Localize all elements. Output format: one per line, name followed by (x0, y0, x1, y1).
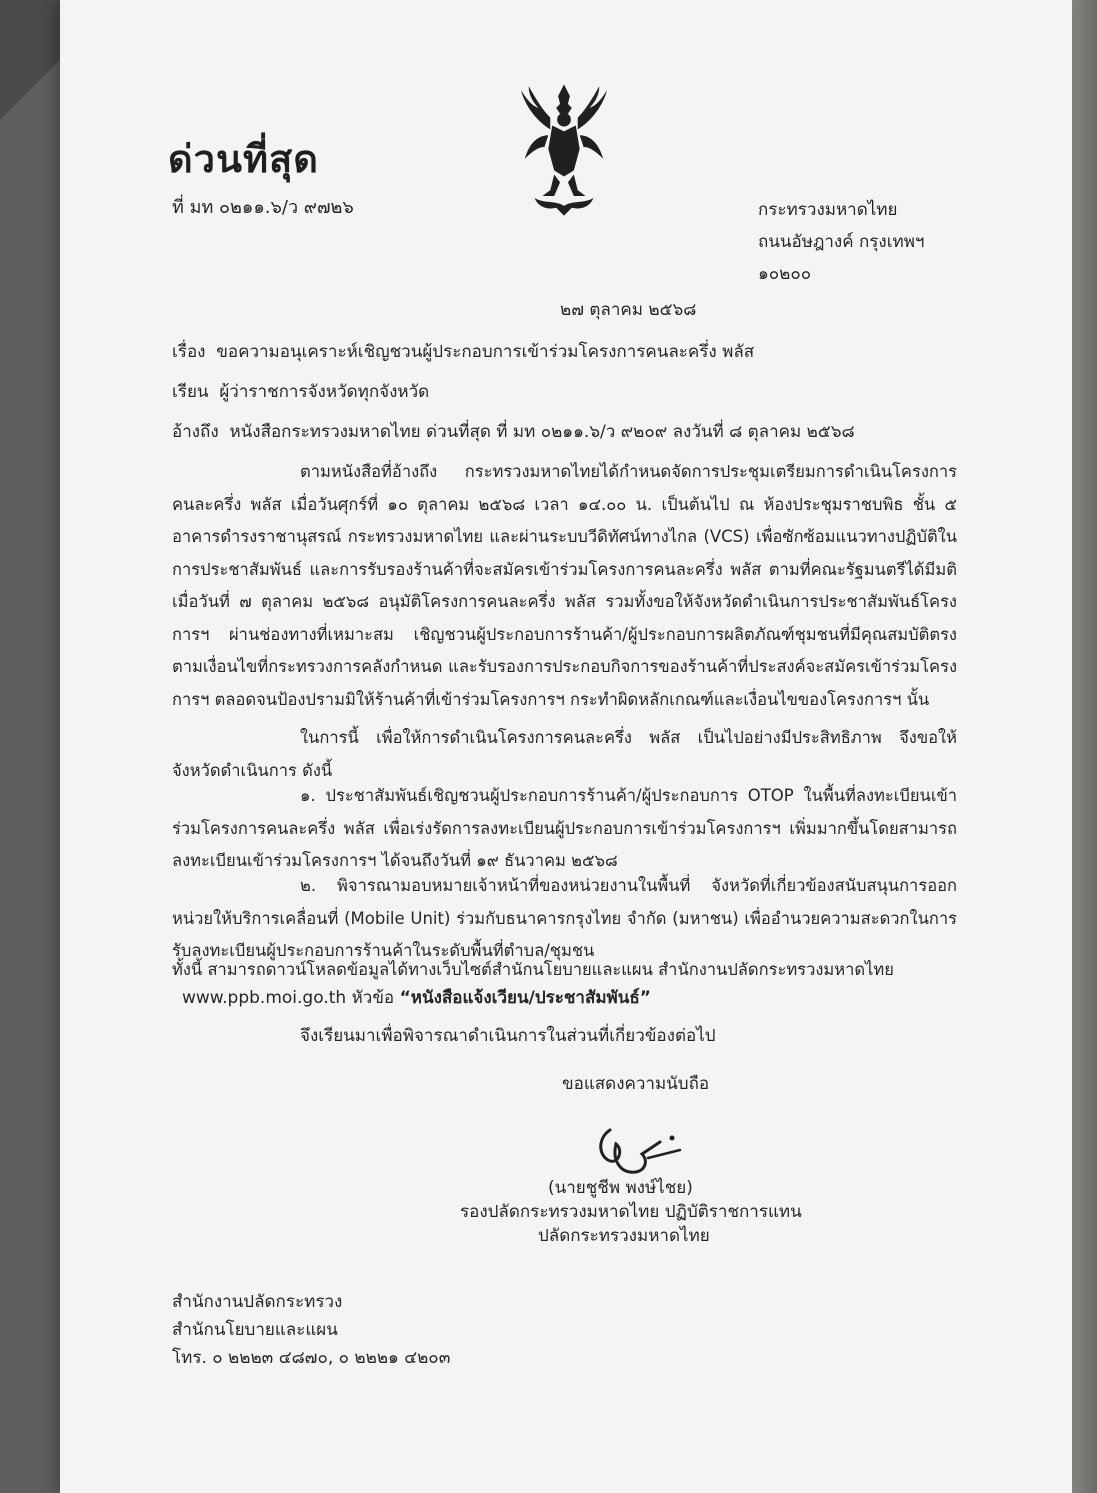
topic-label: หัวข้อ (351, 988, 395, 1008)
body-paragraph-1: ตามหนังสือที่อ้างถึง กระทรวงมหาดไทยได้กำหนดจัดการประชุมเตรียมการดำเนินโครงการคนละครึ่ง พลัส เมื่อวันศุกร์ที่ ๑๐ ตุลาคม ๒๕๖๘ เวลา ๑๔.๐๐ น. เป็นต้นไป ณ ห้องประชุมราชบพิธ ชั้น ๕ อาคารดำรงราชานุสรณ์ กระทรวงมหาดไทย และผ่านระบบวีดิทัศน์ทางไกล (VCS) เพื่อซักซ้อมแนวทางปฏิบัติในการประชาสัมพันธ์ และการรับรองร้านค้าที่จะสมัครเข้าร่วมโครงการคนละครึ่ง พลัส ตามที่คณะรัฐมนตรีได้มีมติเมื่อวันที่ ๗ ตุลาคม ๒๕๖๘ อนุมัติโครงการคนละครึ่ง พลัส รวมทั้งขอให้จังหวัดดำเนินการประชาสัมพันธ์โครงการฯ ผ่านช่องทางที่เหมาะสม เชิญชวนผู้ประกอบการร้านค้า/ผู้ประกอบการผลิตภัณฑ์ชุมชนที่มีคุณสมบัติตรงตามเงื่อนไขที่กระทรวงการคลังกำหนด และรับรองการประกอบกิจการของร้านค้าที่ประสงค์จะสมัครเข้าร่วมโครงการฯ ตลอดจนป้องปรามมิให้ร้านค้าที่เข้าร่วมโครงการฯ กระทำผิดหลักเกณฑ์และเงื่อนไขของโครงการฯ นั้น (172, 462, 957, 709)
reference-label: อ้างถึง (172, 422, 219, 442)
signatory-name: (นายชูชีพ พงษ์ไชย) (548, 1178, 693, 1198)
body-item-1: ๑. ประชาสัมพันธ์เชิญชวนผู้ประกอบการร้านค้า/ผู้ประกอบการ OTOP ในพื้นที่ลงทะเบียนเข้าร่วมโครงการคนละครึ่ง พลัส เพื่อเร่งรัดการลงทะเบียนผู้ประกอบการเข้าร่วมโครงการฯ เพิ่มมากขึ้นโดยสามารถลงทะเบียนเข้าร่วมโครงการฯ ได้จนถึงวันที่ ๑๙ ธันวาคม ๒๕๖๘ (172, 786, 957, 870)
subject-text: ขอความอนุเคราะห์เชิญชวนผู้ประกอบการเข้าร่วมโครงการคนละครึ่ง พลัส (216, 342, 755, 362)
regards: ขอแสดงความนับถือ (562, 1074, 710, 1094)
footer-phone: โทร. ๐ ๒๒๒๓ ๔๘๗๐, ๐ ๒๒๒๑ ๔๒๐๓ (172, 1348, 451, 1368)
footer-office-2: สำนักนโยบายและแผน (172, 1320, 338, 1340)
website-line (182, 986, 651, 1010)
document-number: ที่ มท ๐๒๑๑.๖/ว ๙๗๒๖ (172, 197, 354, 218)
subject-label: เรื่อง (172, 342, 206, 362)
subject-line (172, 340, 754, 364)
garuda-emblem-icon (515, 80, 613, 218)
signatory-position-2: ปลัดกระทรวงมหาดไทย (538, 1226, 710, 1246)
org-address: ถนนอัษฎางค์ กรุงเทพฯ (758, 232, 925, 252)
document-date: ๒๗ ตุลาคม ๒๕๖๘ (560, 300, 697, 320)
closing-line: จึงเรียนมาเพื่อพิจารณาดำเนินการในส่วนที่เกี่ยวข้องต่อไป (300, 1026, 716, 1046)
body-paragraph-2: ในการนี้ เพื่อให้การดำเนินโครงการคนละครึ่ง พลัส เป็นไปอย่างมีประสิทธิภาพ จึงขอให้จังหวัดดำเนินการ ดังนี้ (172, 728, 957, 780)
urgency-stamp: ด่วนที่สุด (168, 137, 319, 181)
body-item-2: ๒. พิจารณามอบหมายเจ้าหน้าที่ของหน่วยงานในพื้นที่ จังหวัดที่เกี่ยวข้องสนับสนุนการออกหน่วยให้บริการเคลื่อนที่ (Mobile Unit) ร่วมกับธนาคารกรุงไทย จำกัด (มหาชน) เพื่ออำนวยความสะดวกในการรับลงทะเบียนผู้ประกอบการร้านค้าในระดับพื้นที่ตำบล/ชุมชน (172, 876, 957, 960)
org-postcode: ๑๐๒๐๐ (758, 264, 812, 284)
signature-icon (590, 1120, 700, 1182)
topic-text: “หนังสือแจ้งเวียน/ประชาสัมพันธ์” (399, 988, 651, 1008)
recipient-line (172, 380, 429, 404)
reference-text: หนังสือกระทรวงมหาดไทย ด่วนที่สุด ที่ มท ๐๒๑๑.๖/ว ๙๒๐๙ ลงวันที่ ๘ ตุลาคม ๒๕๖๘ (229, 422, 855, 442)
signatory-position-1: รองปลัดกระทรวงมหาดไทย ปฏิบัติราชการแทน (460, 1202, 802, 1222)
recipient-text: ผู้ว่าราชการจังหวัดทุกจังหวัด (219, 382, 430, 402)
org-name: กระทรวงมหาดไทย (758, 200, 898, 220)
footer-office-1: สำนักงานปลัดกระทรวง (172, 1292, 343, 1312)
website-link: www.ppb.moi.go.th (182, 988, 347, 1008)
recipient-label: เรียน (172, 382, 209, 402)
reference-line (172, 420, 855, 444)
download-note: ทั้งนี้ สามารถดาวน์โหลดข้อมูลได้ทางเว็บไซต์สำนักนโยบายและแผน สำนักงานปลัดกระทรวงมหาดไทย (172, 960, 894, 979)
